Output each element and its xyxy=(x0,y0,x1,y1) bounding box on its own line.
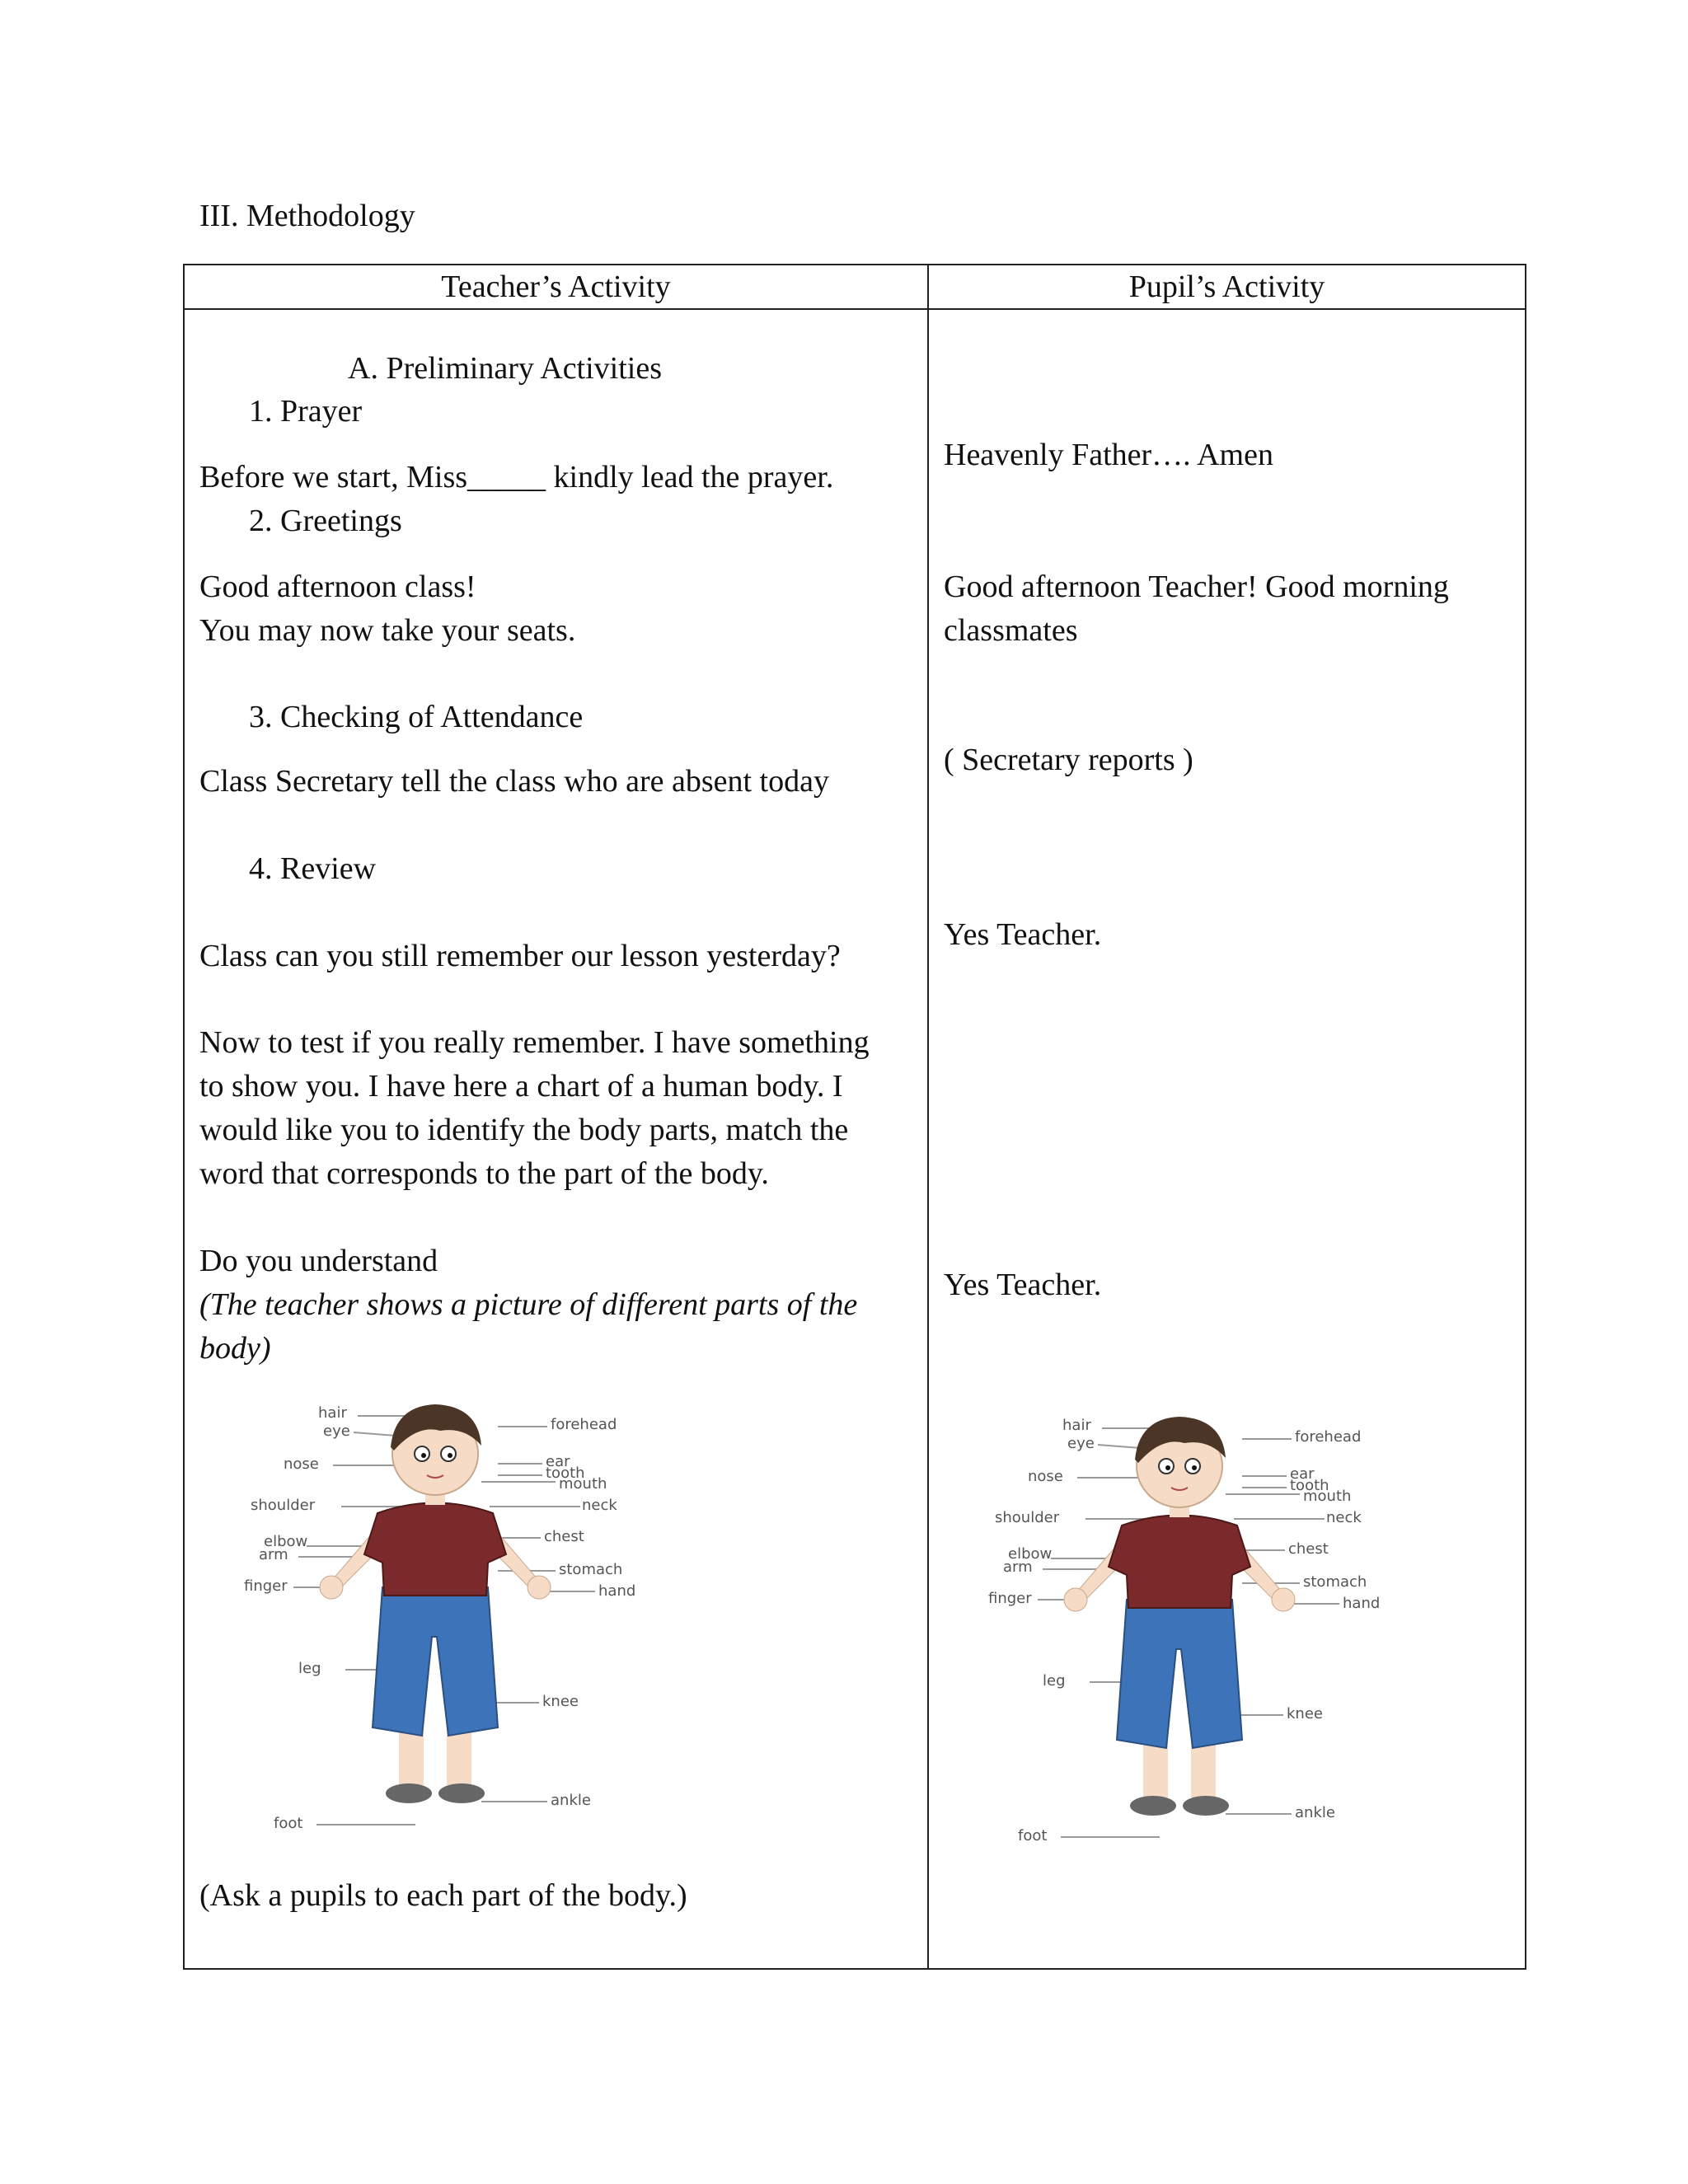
prayer-instruction: Before we start, Miss_____ kindly lead the prayer. xyxy=(199,460,834,494)
review-paragraph-line-3: would like you to identify the body parts, match the xyxy=(199,1113,849,1147)
greeting-line-2: You may now take your seats. xyxy=(199,613,576,648)
section-title: III. Methodology xyxy=(199,199,415,233)
review-response: Yes Teacher. xyxy=(944,917,1102,952)
teacher-note-line-2: body) xyxy=(199,1331,271,1366)
body-parts-chart-pupil xyxy=(970,1373,1432,1900)
review-paragraph-line-4: word that corresponds to the part of the body. xyxy=(199,1156,769,1191)
item-attendance: 3. Checking of Attendance xyxy=(249,700,584,734)
pupil-column-header: Pupil’s Activity xyxy=(928,265,1526,309)
item-review: 4. Review xyxy=(249,851,377,886)
secretary-response: ( Secretary reports ) xyxy=(944,743,1193,777)
understand-response: Yes Teacher. xyxy=(944,1268,1102,1302)
item-greetings: 2. Greetings xyxy=(249,504,402,538)
teacher-note-line-1: (The teacher shows a picture of different parts of the xyxy=(199,1287,858,1322)
body-parts-chart-teacher xyxy=(226,1390,687,1859)
item-prayer: 1. Prayer xyxy=(249,394,363,429)
review-paragraph-line-2: to show you. I have here a chart of a human body. I xyxy=(199,1069,843,1104)
greeting-line-1: Good afternoon class! xyxy=(199,569,476,604)
greeting-response-line-1: Good afternoon Teacher! Good morning xyxy=(944,569,1449,604)
methodology-table xyxy=(183,264,1526,1970)
teacher-activity-cell xyxy=(184,309,928,1969)
attendance-instruction: Class Secretary tell the class who are absent today xyxy=(199,764,829,799)
review-paragraph-line-1: Now to test if you really remember. I have something xyxy=(199,1025,870,1060)
prayer-response: Heavenly Father…. Amen xyxy=(944,438,1273,472)
greeting-response-line-2: classmates xyxy=(944,613,1078,648)
understand-question: Do you understand xyxy=(199,1244,438,1278)
teacher-column-header: Teacher’s Activity xyxy=(184,265,928,309)
ask-pupils-instruction: (Ask a pupils to each part of the body.) xyxy=(199,1878,687,1913)
section-a-heading: A. Preliminary Activities xyxy=(348,351,663,386)
review-question: Class can you still remember our lesson yesterday? xyxy=(199,939,841,973)
pupil-activity-cell xyxy=(928,309,1526,1969)
